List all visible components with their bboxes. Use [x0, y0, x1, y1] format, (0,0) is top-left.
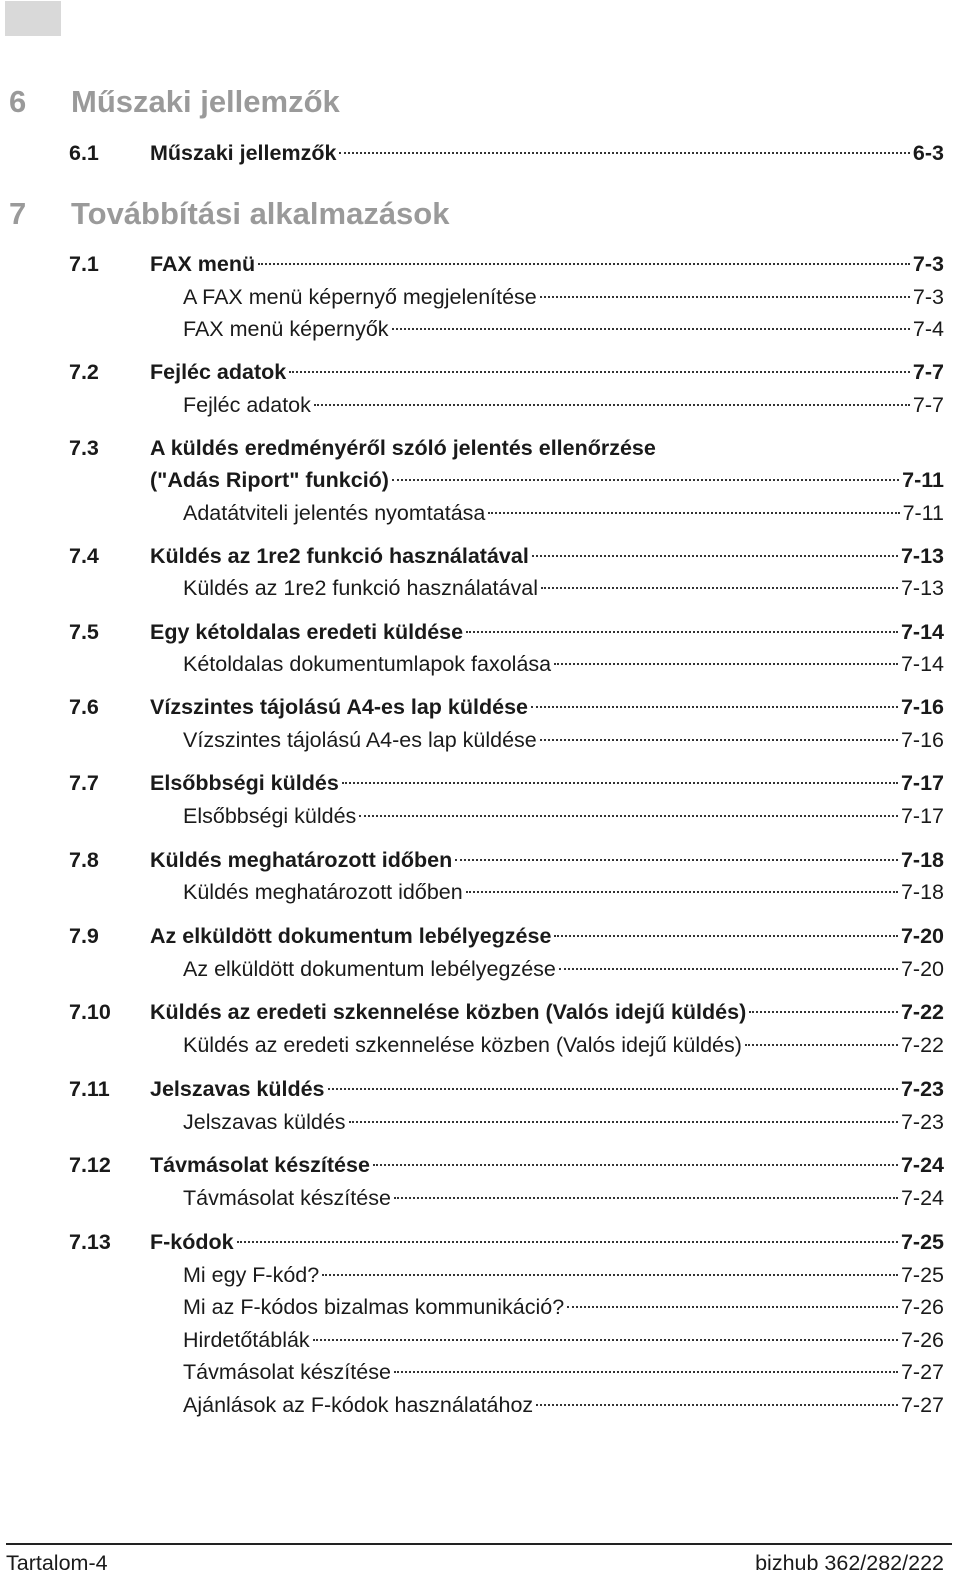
- dot-leader: [237, 1241, 898, 1243]
- toc-subentry[interactable]: [183, 1260, 944, 1290]
- entry-title: Egy kétoldalas eredeti küldése: [150, 620, 464, 644]
- page-number: 7-22: [900, 1033, 944, 1057]
- entry-title: Fejléc adatok: [150, 360, 287, 384]
- dot-leader: [541, 587, 898, 589]
- dot-leader: [540, 296, 910, 298]
- page-number: 7-11: [902, 501, 944, 525]
- toc-subentry[interactable]: [183, 725, 944, 755]
- chapter-heading-7: 7 Továbbítási alkalmazások: [9, 196, 450, 231]
- toc-subentry[interactable]: [183, 314, 944, 344]
- toc-entry[interactable]: [69, 921, 944, 951]
- chapter-heading-6: 6 Műszaki jellemzők: [9, 84, 340, 119]
- entry-title: FAX menü képernyők: [183, 317, 389, 341]
- entry-title: Hirdetőtáblák: [183, 1328, 310, 1352]
- entry-title: FAX menü: [150, 252, 256, 276]
- entry-title: Vízszintes tájolású A4-es lap küldése: [150, 695, 528, 719]
- toc-subentry[interactable]: [183, 282, 944, 312]
- toc-entry[interactable]: [69, 1074, 944, 1104]
- toc-entry[interactable]: [69, 1227, 944, 1257]
- page-number: 7-24: [900, 1153, 944, 1177]
- entry-title: Mi egy F-kód?: [183, 1263, 320, 1287]
- toc-entry[interactable]: [69, 768, 944, 798]
- dot-leader: [394, 1371, 898, 1373]
- dot-leader: [289, 371, 910, 373]
- page-number: 7-3: [912, 285, 944, 309]
- page-number: 7-11: [902, 468, 944, 492]
- toc-subentry[interactable]: [183, 1390, 944, 1420]
- section-number: 7.8: [69, 848, 99, 872]
- page-number: 7-20: [900, 924, 944, 948]
- footer-rule: [6, 1543, 952, 1545]
- entry-title: F-kódok: [150, 1230, 234, 1254]
- section-number: 7.13: [69, 1230, 111, 1254]
- entry-title: Küldés meghatározott időben: [150, 848, 453, 872]
- page-number: 7-26: [900, 1295, 944, 1319]
- dot-leader: [392, 479, 899, 481]
- dot-leader: [394, 1197, 898, 1199]
- dot-leader: [559, 968, 898, 970]
- page-number: 7-14: [900, 620, 944, 644]
- toc-subentry[interactable]: [183, 877, 944, 907]
- dot-leader: [745, 1044, 898, 1046]
- page-number: 7-23: [900, 1077, 944, 1101]
- entry-title: A küldés eredményéről szóló jelentés ellenőrzése: [150, 436, 656, 460]
- toc-entry[interactable]: [69, 845, 944, 875]
- section-number: 7.7: [69, 771, 99, 795]
- section-number: 7.1: [69, 252, 99, 276]
- page-number: 7-24: [900, 1186, 944, 1210]
- toc-entry[interactable]: [69, 1150, 944, 1180]
- toc-entry[interactable]: [150, 465, 944, 495]
- dot-leader: [359, 815, 898, 817]
- page-number: 7-27: [900, 1393, 944, 1417]
- section-number: 7.9: [69, 924, 99, 948]
- page-number: 6-3: [912, 141, 944, 165]
- page-number: 7-27: [900, 1360, 944, 1384]
- page-number: 7-16: [900, 695, 944, 719]
- entry-title: Távmásolat készítése: [150, 1153, 370, 1177]
- toc-entry[interactable]: [69, 692, 944, 722]
- page-number: 7-13: [900, 544, 944, 568]
- toc-subentry[interactable]: [183, 649, 944, 679]
- section-number: 7.12: [69, 1153, 111, 1177]
- entry-title: Elsőbbségi küldés: [150, 771, 339, 795]
- toc-subentry[interactable]: [183, 573, 944, 603]
- dot-leader: [488, 512, 899, 514]
- page-number: 7-7: [912, 360, 944, 384]
- toc-subentry[interactable]: [183, 1030, 944, 1060]
- dot-leader: [567, 1306, 898, 1308]
- page-number: 7-13: [900, 576, 944, 600]
- entry-title: Jelszavas küldés: [183, 1110, 346, 1134]
- page-number: 7-4: [912, 317, 944, 341]
- entry-title: Mi az F-kódos bizalmas kommunikáció?: [183, 1295, 565, 1319]
- page-number: 7-18: [900, 880, 944, 904]
- toc-subentry[interactable]: [183, 1183, 944, 1213]
- page-number: 7-26: [900, 1328, 944, 1352]
- footer-page-label: Tartalom-4: [6, 1551, 108, 1575]
- entry-title: Fejléc adatok: [183, 393, 311, 417]
- entry-title: Küldés az 1re2 funkció használatával: [183, 576, 538, 600]
- entry-title: Műszaki jellemzők: [150, 141, 337, 165]
- dot-leader: [392, 328, 910, 330]
- page-number: 7-3: [912, 252, 944, 276]
- dot-leader: [536, 1404, 898, 1406]
- section-number: 7.6: [69, 695, 99, 719]
- dot-leader: [749, 1011, 898, 1013]
- dot-leader: [532, 555, 898, 557]
- section-number: 7.11: [69, 1077, 110, 1101]
- dot-leader: [540, 739, 898, 741]
- entry-title: Küldés az eredeti szkennelése közben (Valós idejű küldés): [183, 1033, 742, 1057]
- dot-leader: [328, 1088, 898, 1090]
- corner-tab: [5, 1, 61, 36]
- page-number: 7-16: [900, 728, 944, 752]
- section-number: 6.1: [69, 141, 99, 165]
- section-number: 7.2: [69, 360, 99, 384]
- entry-title: Küldés az eredeti szkennelése közben (Valós idejű küldés): [150, 1000, 747, 1024]
- dot-leader: [531, 706, 898, 708]
- dot-leader: [554, 663, 898, 665]
- toc-subentry[interactable]: [183, 1357, 944, 1387]
- dot-leader: [554, 935, 898, 937]
- toc-entry[interactable]: [69, 249, 944, 279]
- entry-title: Ajánlások az F-kódok használatához: [183, 1393, 534, 1417]
- page-number: 7-14: [900, 652, 944, 676]
- dot-leader: [466, 631, 898, 633]
- dot-leader: [258, 263, 910, 265]
- entry-title: Távmásolat készítése: [183, 1186, 391, 1210]
- toc-entry[interactable]: [69, 433, 944, 463]
- entry-title: Vízszintes tájolású A4-es lap küldése: [183, 728, 537, 752]
- dot-leader: [314, 404, 910, 406]
- toc-subentry[interactable]: [183, 390, 944, 420]
- section-number: 7.5: [69, 620, 99, 644]
- section-number: 7.10: [69, 1000, 111, 1024]
- section-number: 7.3: [69, 436, 99, 460]
- toc-subentry[interactable]: [183, 801, 944, 831]
- entry-title: Küldés az 1re2 funkció használatával: [150, 544, 529, 568]
- entry-title: A FAX menü képernyő megjelenítése: [183, 285, 537, 309]
- dot-leader: [339, 152, 910, 154]
- toc-subentry[interactable]: [183, 1107, 944, 1137]
- entry-title: Elsőbbségi küldés: [183, 804, 357, 828]
- toc-subentry[interactable]: [183, 1292, 944, 1322]
- toc-entry[interactable]: [69, 541, 944, 571]
- entry-title: Adatátviteli jelentés nyomtatása: [183, 501, 486, 525]
- entry-title: Az elküldött dokumentum lebélyegzése: [150, 924, 552, 948]
- dot-leader: [373, 1164, 898, 1166]
- entry-title: Kétoldalas dokumentumlapok faxolása: [183, 652, 552, 676]
- dot-leader: [313, 1339, 898, 1341]
- dot-leader: [349, 1121, 898, 1123]
- page-number: 7-22: [900, 1000, 944, 1024]
- entry-title: Jelszavas küldés: [150, 1077, 325, 1101]
- dot-leader: [455, 859, 898, 861]
- page-number: 7-23: [900, 1110, 944, 1134]
- toc-entry[interactable]: [69, 357, 944, 387]
- page-number: 7-17: [900, 804, 944, 828]
- page-number: 7-7: [912, 393, 944, 417]
- dot-leader: [466, 891, 898, 893]
- entry-title: ("Adás Riport" funkció): [150, 468, 389, 492]
- page-number: 7-20: [900, 957, 944, 981]
- dot-leader: [322, 1274, 898, 1276]
- toc-subentry[interactable]: [183, 1325, 944, 1355]
- page-number: 7-25: [900, 1263, 944, 1287]
- entry-title: Küldés meghatározott időben: [183, 880, 463, 904]
- page-number: 7-18: [900, 848, 944, 872]
- entry-title: Az elküldött dokumentum lebélyegzése: [183, 957, 556, 981]
- entry-title: Távmásolat készítése: [183, 1360, 391, 1384]
- toc-entry[interactable]: [69, 617, 944, 647]
- footer-product-name: bizhub 362/282/222: [755, 1551, 944, 1575]
- toc-entry[interactable]: [69, 997, 944, 1027]
- section-number: 7.4: [69, 544, 99, 568]
- page-number: 7-25: [900, 1230, 944, 1254]
- dot-leader: [342, 782, 898, 784]
- toc-subentry[interactable]: [183, 498, 944, 528]
- toc-entry[interactable]: [69, 138, 944, 168]
- toc-subentry[interactable]: [183, 954, 944, 984]
- page-number: 7-17: [900, 771, 944, 795]
